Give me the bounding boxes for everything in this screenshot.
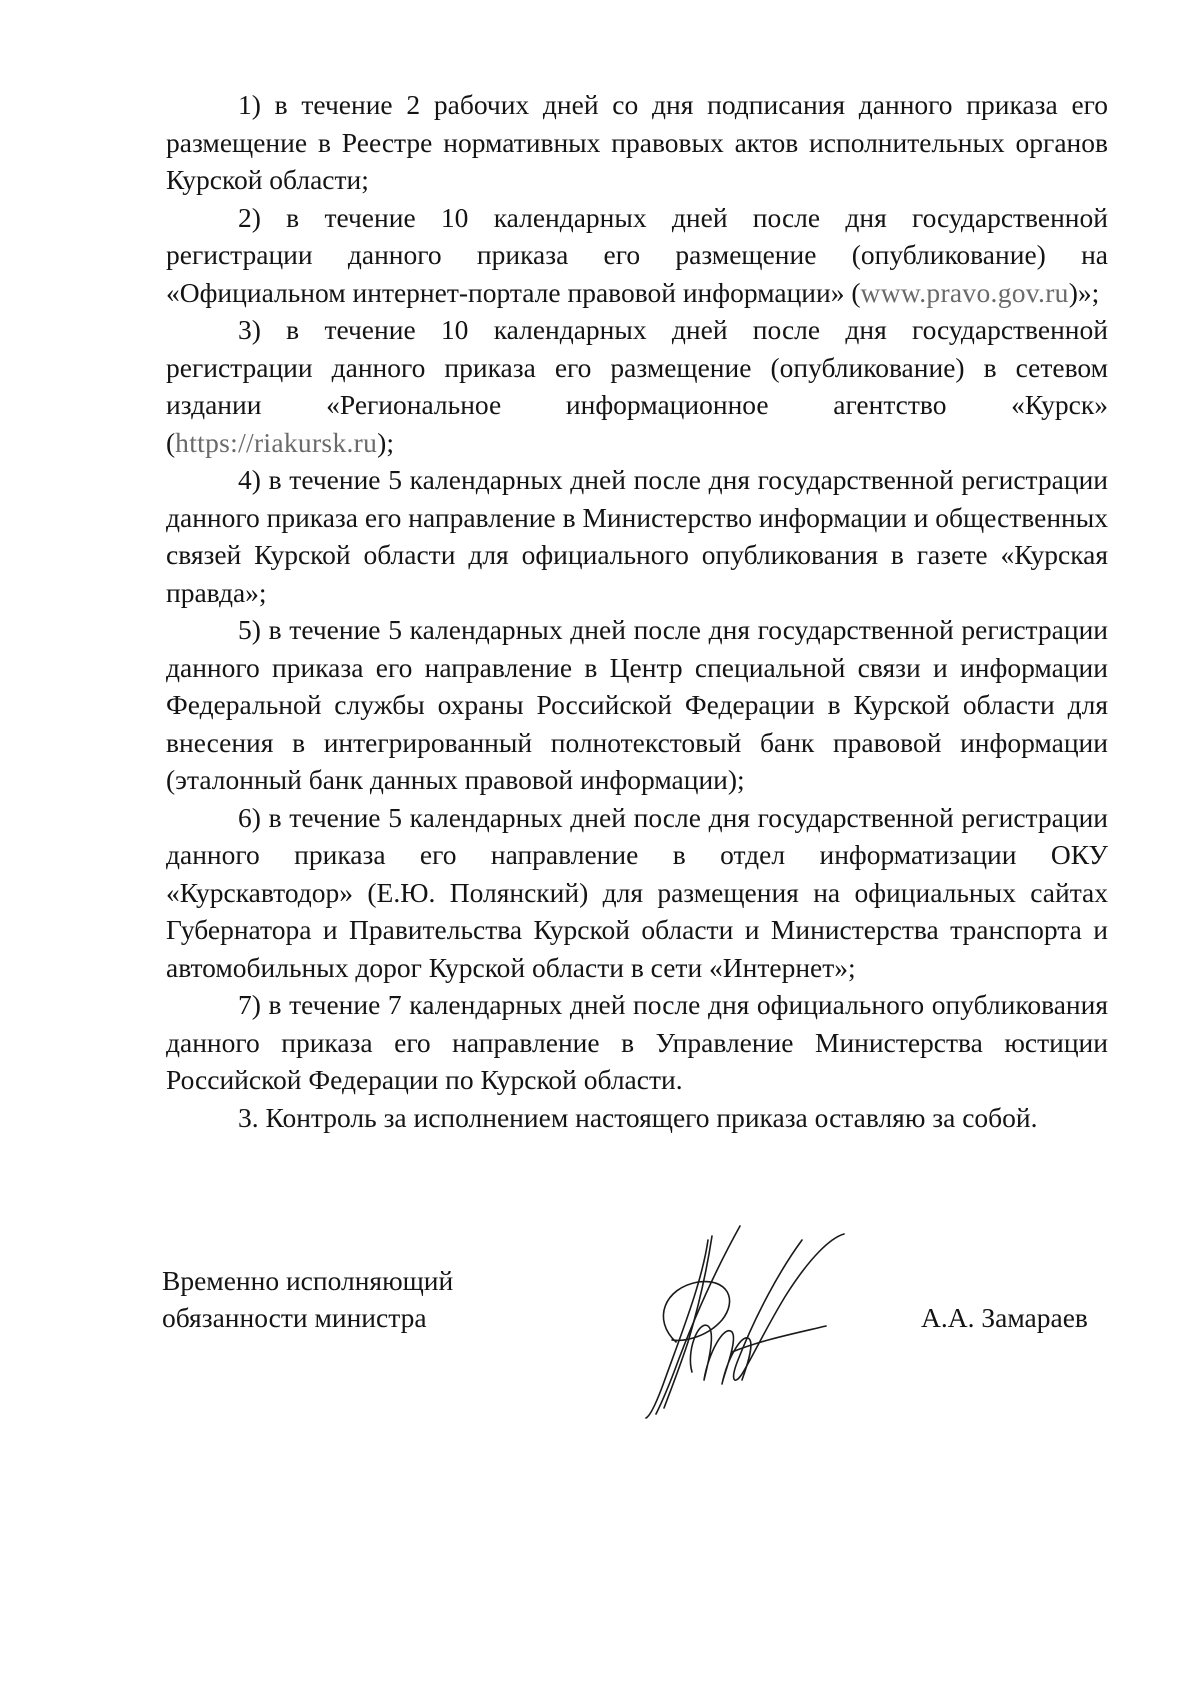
paragraph-item-2 [166,199,1108,312]
control-clause [166,1099,1108,1137]
pravo-link[interactable]: www.pravo.gov.ru [860,276,1069,308]
signatory-name: А.А. Замараев [921,1302,1088,1333]
paragraph-tail: ); [377,426,394,458]
paragraph-text: 2) в течение 10 календарных дней после дня государственной регистрации данного приказа его размещение (опубликование) на «Официальном интернет-портале правовой информации» ( [166,201,1108,308]
paragraph-item-6 [166,799,1108,987]
paragraph-text: 5) в течение 5 календарных дней после дня государственной регистрации данного приказа его направление в Центр специальной связи и информации Федеральной службы охраны Российской Федерации в Курской области для внесения в интегрированный полнотекстовый банк правовой информации (эталонный банк данных правовой информации); [166,614,1108,795]
paragraph-text: 4) в течение 5 календарных дней после дня государственной регистрации данного приказа его направление в Министерство информации и общественных связей Курской области для официального опубликования в газете «Курская правда»; [166,464,1108,608]
paragraph-item-4 [166,461,1108,611]
paragraph-text: 1) в течение 2 рабочих дней со дня подписания данного приказа его размещение в Реестре нормативных правовых актов исполнительных органов Курской области; [166,89,1108,195]
signatory-title [162,1262,453,1336]
paragraph-item-7 [166,986,1108,1099]
paragraph-item-1 [166,86,1108,199]
paragraph-item-3 [166,311,1108,461]
paragraph-tail: )»; [1068,276,1100,308]
signatory-title-line: обязанности министра [162,1302,427,1333]
signatory-title-line: Временно исполняющий [162,1265,454,1296]
handwritten-signature [612,1222,852,1422]
document-body [166,86,1108,1136]
paragraph-text: 6) в течение 5 календарных дней после дня государственной регистрации данного приказа его направление в отдел информатизации ОКУ «Курскавтодор» (Е.Ю. Полянский) для размещения на официальных сайтах Губернатора и Правительства Курской области и Министерства транспорта и автомобильных дорог Курской области в сети «Интернет»; [166,801,1108,983]
paragraph-item-5 [166,611,1108,799]
paragraph-text: 3. Контроль за исполнением настоящего приказа оставляю за собой. [238,1101,1038,1133]
paragraph-text: 3) в течение 10 календарных дней после дня государственной регистрации данного приказа его размещение (опубликование) в сетевом издании «Региональное информационное агентство «Курск» ( [166,314,1108,458]
paragraph-text: 7) в течение 7 календарных дней после дня официального опубликования данного приказа его направление в Управление Министерства юстиции Российской Федерации по Курской области. [166,989,1108,1095]
riakursk-link[interactable]: https://riakursk.ru [175,426,378,458]
